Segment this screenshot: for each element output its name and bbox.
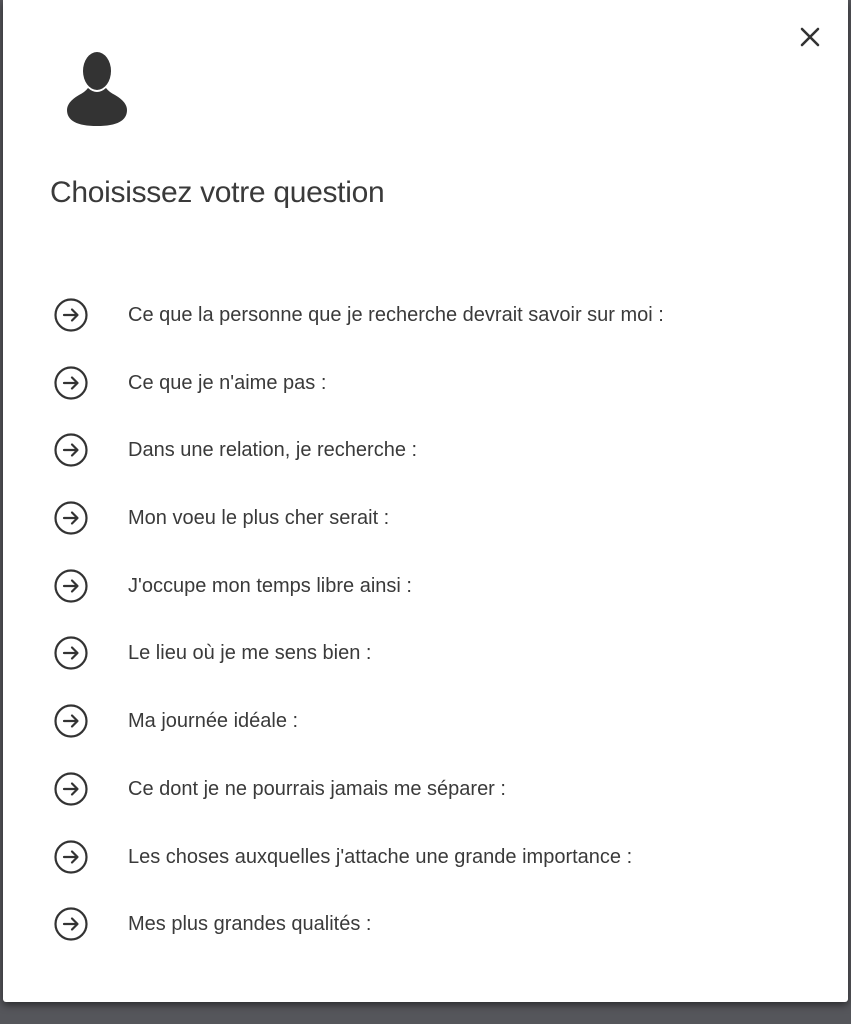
question-item[interactable] [53, 297, 664, 365]
arrow-circle-right-icon [53, 568, 89, 604]
question-item[interactable] [53, 432, 664, 500]
question-label: Les choses auxquelles j'attache une grande importance : [128, 845, 633, 868]
question-dialog [3, 0, 848, 1002]
question-item[interactable] [53, 906, 664, 974]
arrow-circle-right-icon [53, 500, 89, 536]
question-label: Ma journée idéale : [128, 710, 299, 733]
question-label: Dans une relation, je recherche : [128, 439, 418, 462]
close-button[interactable] [795, 22, 825, 52]
dialog-title: Choisissez votre question [50, 176, 385, 209]
close-icon[interactable] [795, 22, 825, 52]
question-label: Ce dont je ne pourrais jamais me séparer : [128, 777, 506, 800]
question-label: J'occupe mon temps libre ainsi : [128, 574, 412, 597]
arrow-circle-right-icon [53, 432, 89, 468]
question-label: Mon voeu le plus cher serait : [128, 507, 390, 530]
question-label: Le lieu où je me sens bien : [128, 642, 372, 665]
question-item[interactable] [53, 568, 664, 636]
question-item[interactable] [53, 771, 664, 839]
arrow-circle-right-icon [53, 297, 89, 333]
question-item[interactable] [53, 500, 664, 568]
user-icon [63, 48, 127, 128]
arrow-circle-right-icon [53, 635, 89, 671]
question-label: Mes plus grandes qualités : [128, 913, 372, 936]
question-item[interactable] [53, 365, 664, 433]
question-label: Ce que je n'aime pas : [128, 371, 327, 394]
arrow-circle-right-icon [53, 703, 89, 739]
question-item[interactable] [53, 839, 664, 907]
arrow-circle-right-icon [53, 365, 89, 401]
question-item[interactable] [53, 635, 664, 703]
arrow-circle-right-icon [53, 906, 89, 942]
question-item[interactable] [53, 703, 664, 771]
arrow-circle-right-icon [53, 771, 89, 807]
question-list [53, 297, 664, 974]
question-label: Ce que la personne que je recherche devrait savoir sur moi : [128, 304, 664, 326]
arrow-circle-right-icon [53, 839, 89, 875]
